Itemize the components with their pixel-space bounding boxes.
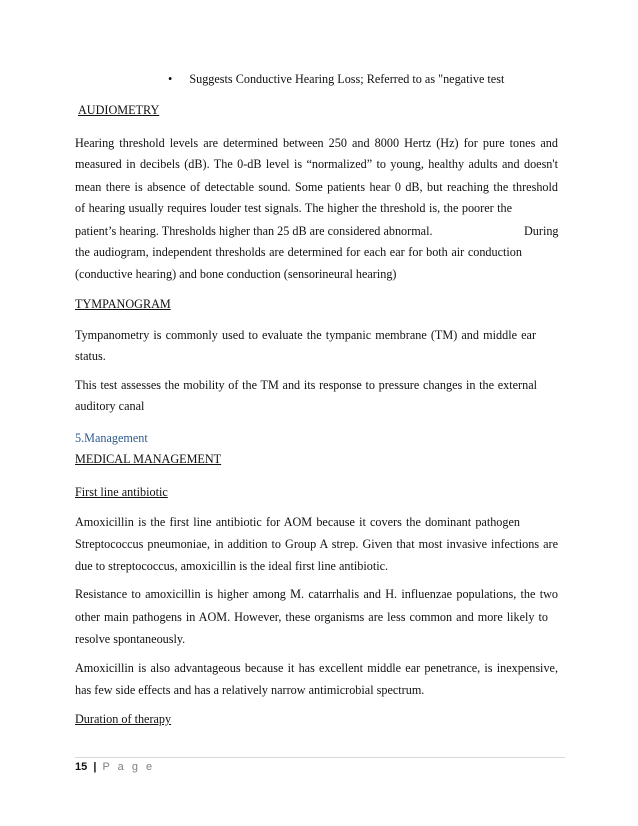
bullet-item: [168, 72, 504, 87]
paragraph-line: of hearing usually requires louder test signals. The higher the threshold is, the poorer the: [75, 201, 512, 215]
paragraph-line: resolve spontaneously.: [75, 632, 186, 646]
paragraph-line: Streptococcus pneumoniae, in addition to Group A strep. Given that most invasive infections are: [75, 537, 558, 551]
page-label: P a g e: [102, 761, 155, 773]
medical-management-heading: MEDICAL MANAGEMENT: [75, 452, 222, 466]
paragraph-line: the audiogram, independent thresholds are determined for each ear for both air conduction: [75, 245, 522, 259]
duration-heading: Duration of therapy: [75, 712, 172, 726]
paragraph-line: Hearing threshold levels are determined between 250 and 8000 Hertz (Hz) for pure tones and: [75, 136, 558, 150]
paragraph-line: auditory canal: [75, 399, 145, 413]
page-number: 15: [75, 761, 88, 773]
paragraph-line: status.: [75, 349, 106, 363]
paragraph-line: mean there is absence of detectable sound. Some patients hear 0 dB, but reaching the threshold: [75, 180, 558, 194]
paragraph-line: patient’s hearing. Thresholds higher than 25 dB are considered abnormal.: [75, 224, 433, 238]
footer-divider: [75, 757, 565, 758]
first-line-heading: First line antibiotic: [75, 485, 168, 499]
paragraph-line: Amoxicillin is the first line antibiotic for AOM because it covers the dominant pathogen: [75, 515, 520, 529]
paragraph-line-end: During: [524, 224, 559, 238]
audiometry-heading: AUDIOMETRY: [78, 103, 160, 117]
paragraph-line: Resistance to amoxicillin is higher among M. catarrhalis and H. influenzae populations, the two: [75, 587, 558, 601]
paragraph-line: Tympanometry is commonly used to evaluate the tympanic membrane (TM) and middle ear: [75, 328, 536, 342]
bullet-symbol: •: [168, 72, 173, 86]
paragraph-line: (conductive hearing) and bone conduction (sensorineural hearing): [75, 267, 397, 281]
paragraph-line: Amoxicillin is also advantageous because it has excellent middle ear penetrance, is inexpensive,: [75, 661, 558, 675]
paragraph-line: has few side effects and has a relatively narrow antimicrobial spectrum.: [75, 683, 425, 697]
paragraph-line: measured in decibels (dB). The 0-dB level is “normalized” to young, healthy adults and doesn't: [75, 157, 558, 171]
paragraph-line: due to streptococcus, amoxicillin is the ideal first line antibiotic.: [75, 559, 389, 573]
section-title: 5.Management: [75, 431, 148, 445]
tympanogram-heading: TYMPANOGRAM: [75, 297, 171, 311]
page-footer: [75, 761, 155, 773]
paragraph-line: This test assesses the mobility of the TM and its response to pressure changes in the external: [75, 378, 537, 392]
bullet-text: Suggests Conductive Hearing Loss; Referred to as "negative test: [189, 72, 505, 86]
footer-separator: |: [93, 761, 97, 773]
paragraph-line: other main pathogens in AOM. However, these organisms are less common and more likely to: [75, 610, 548, 624]
